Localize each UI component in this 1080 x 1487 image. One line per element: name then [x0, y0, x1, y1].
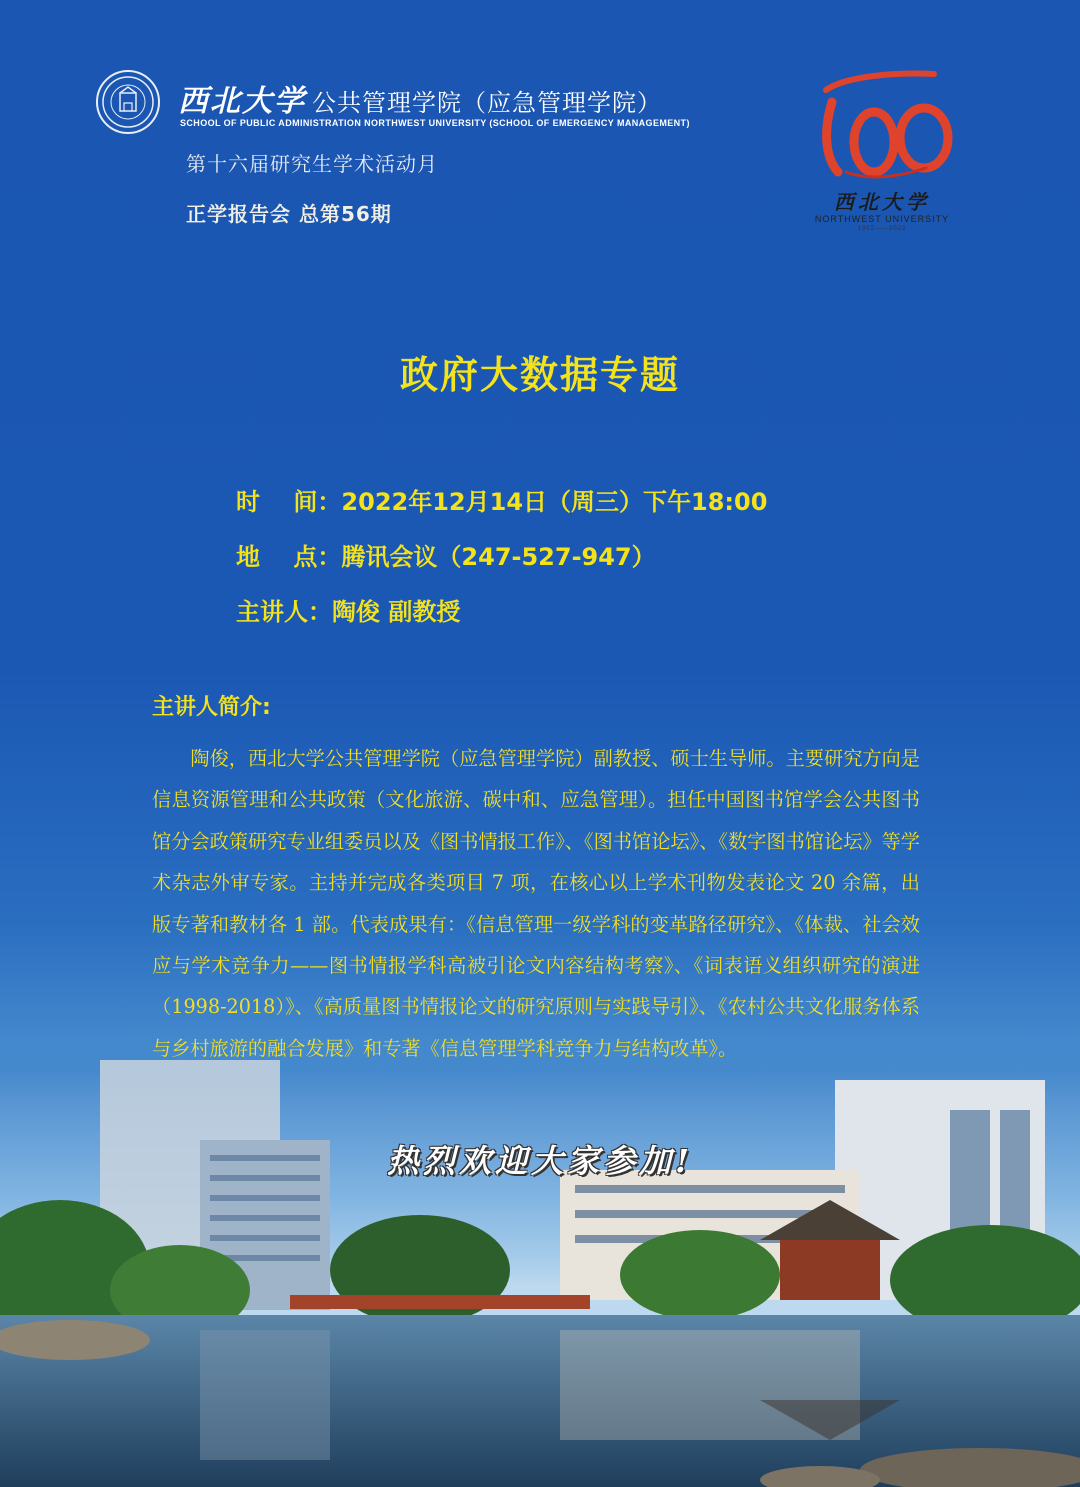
time-value: 2022年12月14日（周三）下午18:00: [341, 488, 768, 516]
school-name-text: 公共管理学院（应急管理学院）: [312, 89, 662, 117]
campus-scene-image: [0, 1040, 1080, 1487]
time-label: 时 间：: [236, 488, 342, 516]
place-label: 地 点：: [236, 543, 342, 571]
anniversary-university-cn: 西北大学: [834, 190, 930, 214]
info-place: [236, 537, 656, 572]
info-time: [236, 482, 767, 517]
welcome-text: 热烈欢迎大家参加!: [386, 1142, 694, 1180]
anniversary-university-en: NORTHWEST UNIVERSITY: [814, 214, 950, 224]
intro-heading: 主讲人简介:: [152, 695, 271, 720]
anniversary-logo: [806, 68, 958, 238]
school-name-en: SCHOOL OF PUBLIC ADMINISTRATION NORTHWEST UNIVERSITY (SCHOOL OF EMERGENCY MANAGEMENT): [180, 118, 690, 128]
event-name: 第十六届研究生学术活动月: [186, 152, 438, 176]
place-value: 腾讯会议（247-527-947）: [341, 543, 656, 571]
page-title: 政府大数据专题: [399, 353, 680, 397]
school-name-cn: [178, 76, 662, 120]
university-name-cn: 西北大学: [178, 84, 306, 119]
speaker-value: 陶俊 副教授: [332, 598, 461, 626]
centennial-120-logo-icon: [806, 68, 958, 188]
report-series: 正学报告会 总第56期: [186, 202, 392, 226]
intro-body: 陶俊，西北大学公共管理学院（应急管理学院）副教授、硕士生导师。主要研究方向是信息资源管理和公共政策（文化旅游、碳中和、应急管理）。担任中国图书馆学会公共图书馆分会政策研究专业组委员以及《图书情报工作》、《图书馆论坛》、《数字图书馆论坛》等学术杂志外审专家。主持并完成各类项目 7 项，在核心以上学术刊物发表论文 20 余篇，出版专著和教材各 1 部。代表成果有：《信息管理一级学科的变革路径研究》、《体裁、社会效应与学术竞争力——图书情报学科高被引论文内容结构考察》、《词表语义组织研究的演进（1998-2018）》、《高质量图书情报论文的研究原则与实践导引》、《农村公共文化服务体系与乡村旅游的融合发展》和专著《信息管理学科竞争力与结构改革》。: [152, 747, 920, 1060]
speaker-label: 主讲人：: [236, 598, 332, 626]
anniversary-years: 1902——2022: [857, 226, 907, 232]
info-speaker: [236, 592, 460, 627]
university-seal-icon: [96, 70, 160, 134]
